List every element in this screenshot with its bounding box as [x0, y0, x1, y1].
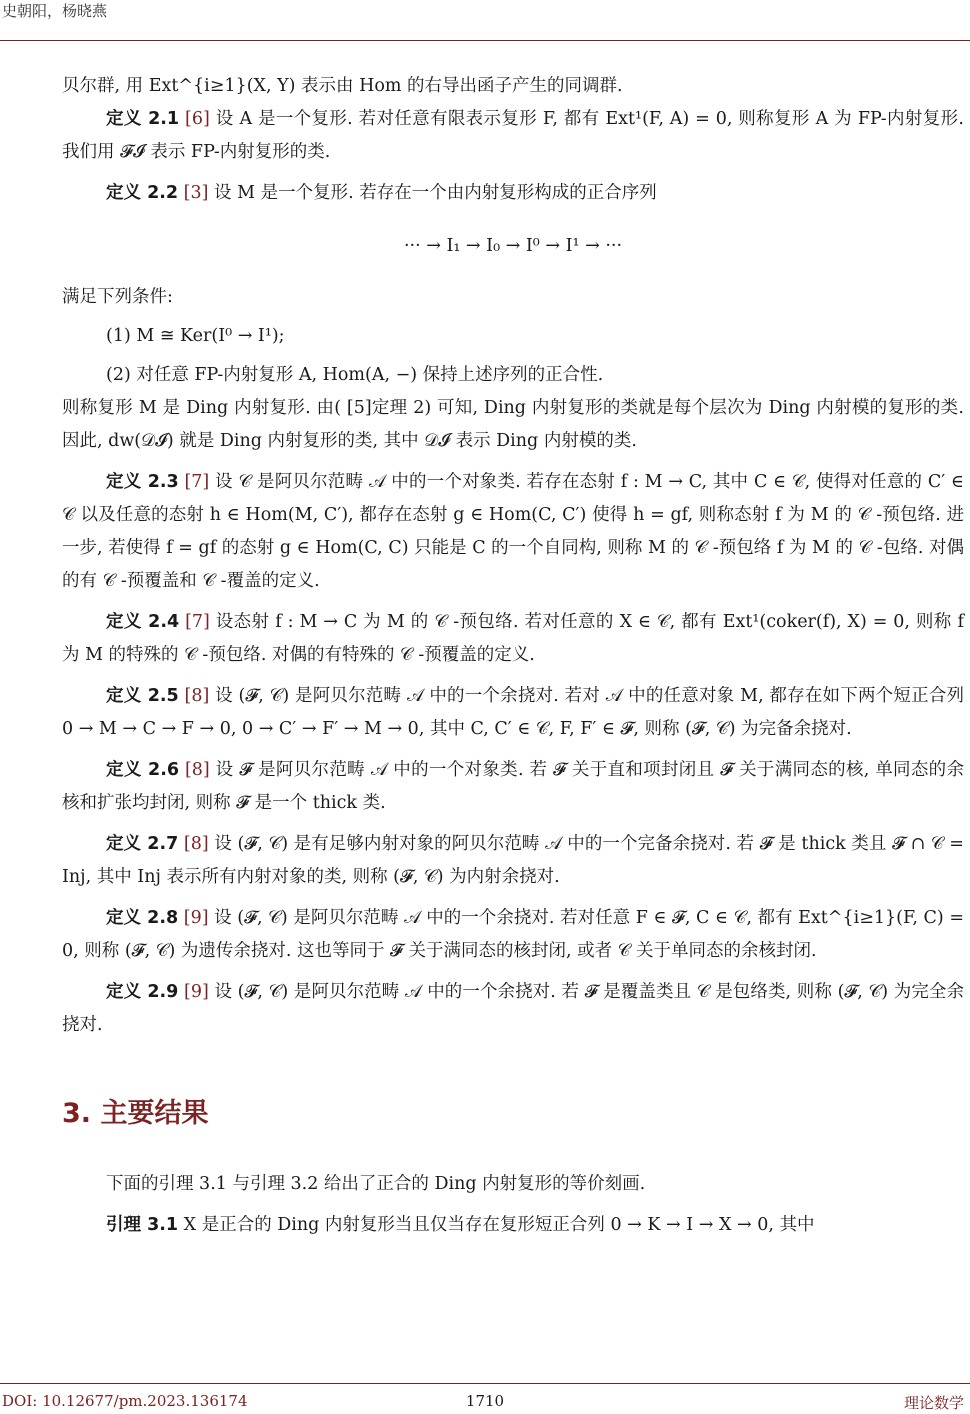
citation-link[interactable]: [8]	[183, 834, 209, 854]
page-content	[62, 70, 964, 1250]
section-title: 3. 主要结果	[62, 1098, 209, 1129]
condition-2: (2) 对任意 FP-内射复形 A, Hom(A, −) 保持上述序列的正合性.	[106, 365, 604, 385]
lemma-label: 引理 3.1	[106, 1215, 179, 1235]
definition-label: 定义 2.2	[106, 183, 179, 203]
definition-2-7	[62, 828, 964, 894]
definition-2-9	[62, 976, 964, 1042]
page-number: 1710	[465, 1392, 505, 1410]
citation-link[interactable]: [9]	[183, 908, 209, 928]
definition-label: 定义 2.1	[106, 109, 180, 129]
definition-label: 定义 2.6	[106, 760, 180, 780]
header-author: 史朝阳，杨晓燕	[2, 2, 108, 20]
display-equation: ··· → I₁ → I₀ → I⁰ → I¹ → ···	[403, 236, 623, 256]
definition-2-8	[62, 902, 964, 968]
definition-2-3	[62, 466, 964, 598]
citation-link[interactable]: [9]	[184, 982, 209, 1002]
definition-2-5	[62, 680, 964, 746]
definition-text: 设 M 是一个复形. 若存在一个由内射复形构成的正合序列	[214, 183, 657, 203]
definition-text: 设 𝒞 是阿贝尔范畴 𝒜 中的一个对象类. 若存在态射 f : M → C, 其中 C ∈ 𝒞, 使得对任意的 C′ ∈ 𝒞 以及任意的态射 h ∈ Hom(M, C′), 都存在态射 g ∈ Hom(C, C′) 使得 h = gf, 则称态射 f 为 M 的 𝒞 -预包络. 进一步, 若使得 f = gf 的态射 g ∈ Hom(C, C) 只能是 C 的一个自同构, 则称 M 的 𝒞 -预包络 f 为 M 的 𝒞 -包络. 对偶的有 𝒞 -预覆盖和 𝒞 -覆盖的定义.	[62, 472, 964, 591]
definition-label: 定义 2.8	[106, 908, 179, 928]
definition-2-2	[62, 177, 964, 210]
citation-link[interactable]: [7]	[185, 612, 210, 632]
citation-link[interactable]: [8]	[184, 686, 210, 706]
footer-rule	[0, 1383, 970, 1384]
definition-text: 设 (𝓕, 𝒞) 是阿贝尔范畴 𝒜 中的一个余挠对. 若 𝓕 是覆盖类且 𝒞 是包络类, 则称 (𝓕, 𝒞) 为完全余挠对.	[62, 982, 964, 1035]
condition-1: (1) M ≅ Ker(I⁰ → I¹);	[106, 326, 285, 346]
citation-link[interactable]: [6]	[185, 109, 210, 129]
citation-link[interactable]: [3]	[183, 183, 209, 203]
section-intro: 下面的引理 3.1 与引理 3.2 给出了正合的 Ding 内射复形的等价刻画.	[106, 1174, 646, 1194]
lemma-3-1	[62, 1209, 964, 1242]
definition-2-4	[62, 606, 964, 672]
definition-text: 设 𝓕 是阿贝尔范畴 𝒜 中的一个对象类. 若 𝓕 关于直和项封闭且 𝓕 关于满同态的核, 单同态的余核和扩张均封闭, 则称 𝓕 是一个 thick 类.	[62, 760, 964, 813]
definition-label: 定义 2.9	[106, 982, 179, 1002]
citation-link[interactable]: [8]	[184, 760, 210, 780]
journal-name: 理论数学	[903, 1394, 964, 1412]
definition-label: 定义 2.7	[106, 834, 179, 854]
intro-paragraph: 贝尔群, 用 Ext^{i≥1}(X, Y) 表示由 Hom 的右导出函子产生的同调群.	[62, 76, 623, 96]
definition-label: 定义 2.4	[106, 612, 180, 632]
definition-text: 设 (𝓕, 𝒞) 是阿贝尔范畴 𝒜 中的一个余挠对. 若对 𝒜 中的任意对象 M, 都存在如下两个短正合列 0 → M → C → F → 0, 0 → C′ → F′ → M → 0, 其中 C, C′ ∈ 𝒞, F, F′ ∈ 𝓕, 则称 (𝓕, 𝒞) 为完备余挠对.	[62, 686, 964, 739]
footer-doi[interactable]: DOI: 10.12677/pm.2023.136174	[2, 1392, 248, 1410]
definition-label: 定义 2.3	[106, 472, 179, 492]
lemma-text: X 是正合的 Ding 内射复形当且仅当存在复形短正合列 0 → K → I → X → 0, 其中	[183, 1215, 815, 1235]
definition-text: 设 (𝓕, 𝒞) 是阿贝尔范畴 𝒜 中的一个余挠对. 若对任意 F ∈ 𝓕, C ∈ 𝒞, 都有 Ext^{i≥1}(F, C) = 0, 则称 (𝓕, 𝒞) 为遗传余挠对. 这也等同于 𝓕 关于满同态的核封闭, 或者 𝒞 关于单同态的余核封闭.	[62, 908, 964, 961]
definition-text: 设 A 是一个复形. 若对任意有限表示复形 F, 都有 Ext¹(F, A) = 0, 则称复形 A 为 FP-内射复形. 我们用 𝓕𝓘 表示 FP-内射复形的类.	[62, 109, 964, 162]
definition-text: 设 (𝓕, 𝒞) 是有足够内射对象的阿贝尔范畴 𝒜 中的一个完备余挠对. 若 𝓕 是 thick 类且 𝓕 ∩ 𝒞 = Inj, 其中 Inj 表示所有内射对象的类, 则称 (𝓕, 𝒞) 为内射余挠对.	[62, 834, 964, 887]
definition-2-6	[62, 754, 964, 820]
definition-2-2-conclusion: 则称复形 M 是 Ding 内射复形. 由( [5]定理 2) 可知, Ding 内射复形的类就是每个层次为 Ding 内射模的复形的类. 因此, dw(𝒟𝓘) 就是 Ding 内射复形的类, 其中 𝒟𝓘 表示 Ding 内射模的类.	[62, 398, 964, 451]
definition-2-1	[62, 103, 964, 169]
header-rule	[0, 40, 970, 41]
citation-link[interactable]: [7]	[184, 472, 210, 492]
conditions-intro: 满足下列条件:	[62, 287, 173, 307]
definition-text: 设态射 f : M → C 为 M 的 𝒞 -预包络. 若对任意的 X ∈ 𝒞, 都有 Ext¹(coker(f), X) = 0, 则称 f 为 M 的特殊的 𝒞 -预包络. 对偶的有特殊的 𝒞 -预覆盖的定义.	[62, 612, 964, 665]
definition-label: 定义 2.5	[106, 686, 179, 706]
